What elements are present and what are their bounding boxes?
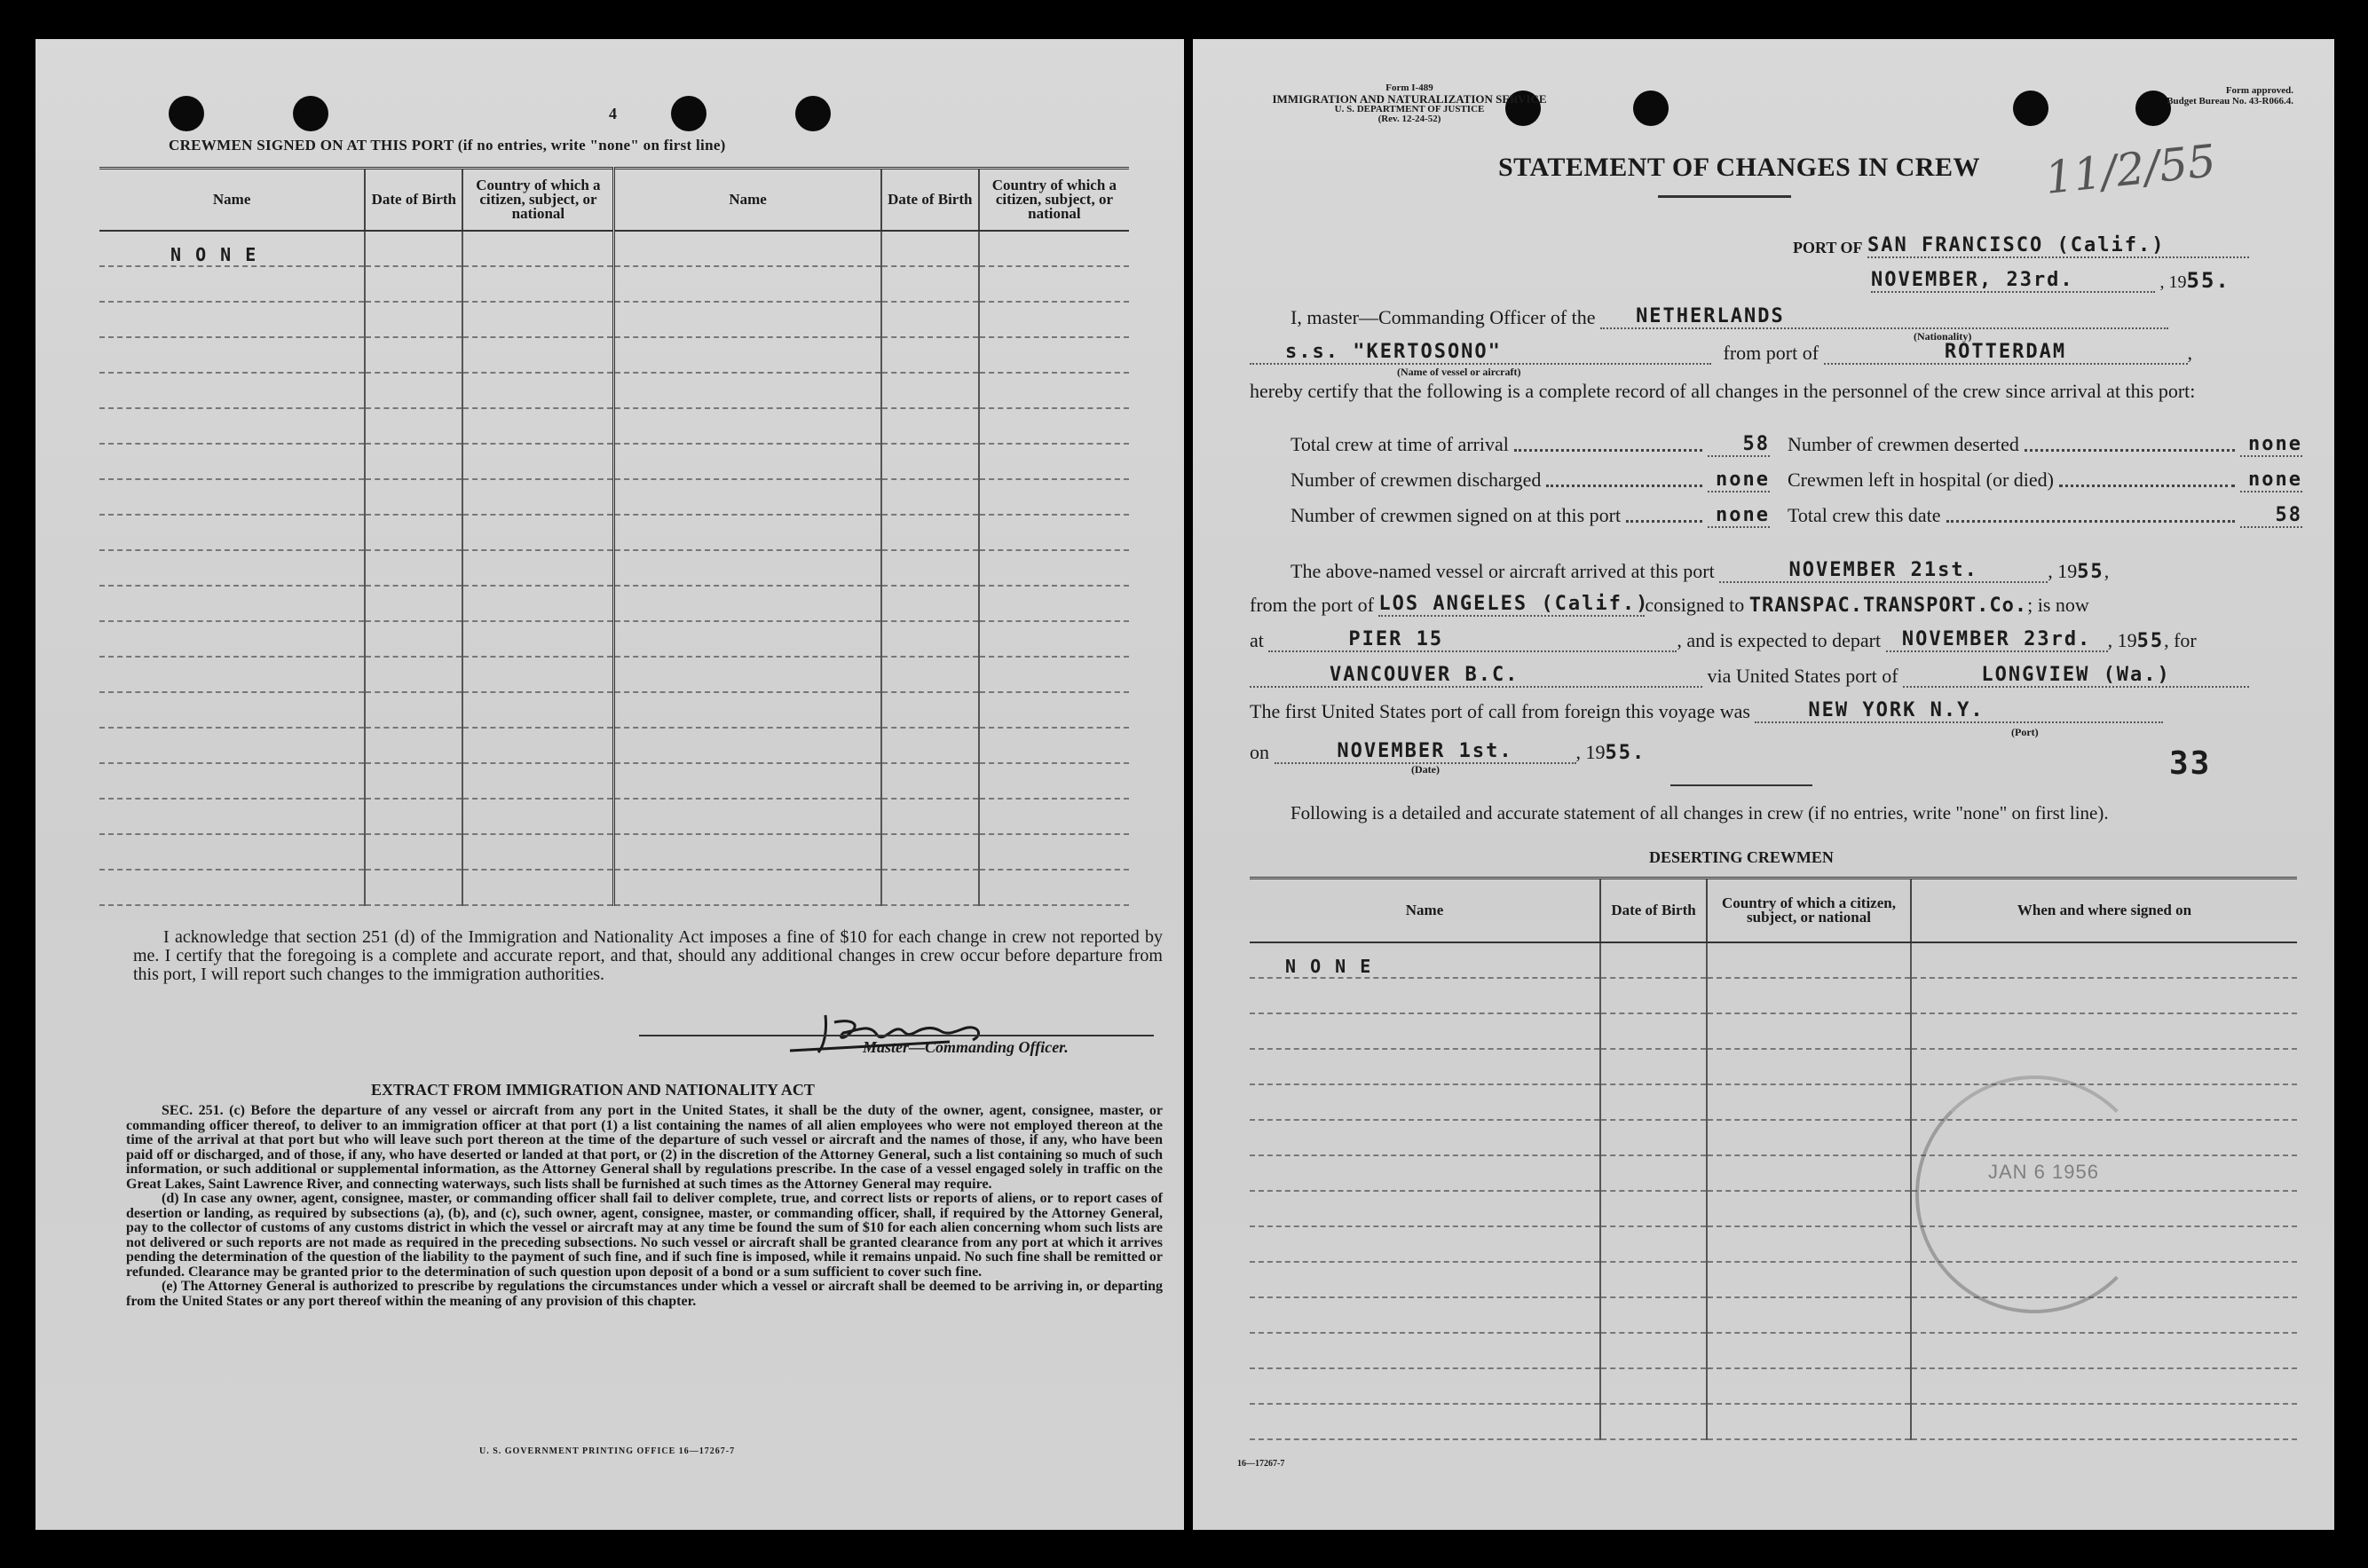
stamp-number: 33 — [2169, 745, 2212, 782]
table-cell — [1600, 1120, 1707, 1155]
date-row: NOVEMBER, 23rd. , 1955. — [1871, 268, 2230, 293]
stat-value: none — [2240, 433, 2302, 457]
first-entry: N O N E — [1250, 942, 1600, 978]
col-date-of-birth: Date of Birth — [365, 169, 462, 231]
table-cell — [99, 621, 365, 657]
col-when-where-signed: When and where signed on — [1911, 879, 2297, 942]
table-cell — [99, 870, 365, 905]
table-cell — [1600, 1084, 1707, 1120]
table-cell — [979, 231, 1129, 266]
stat-label: Total crew at time of arrival — [1291, 433, 1509, 455]
table-cell — [614, 479, 881, 515]
table-cell — [1600, 1333, 1707, 1368]
table-cell — [614, 444, 881, 479]
table-row — [99, 373, 1129, 408]
table-cell — [1707, 1333, 1911, 1368]
table-cell — [881, 337, 979, 373]
table-cell — [365, 373, 462, 408]
table-cell — [462, 515, 614, 550]
table-cell — [881, 692, 979, 728]
table-cell — [365, 763, 462, 799]
signature-line — [639, 1035, 1154, 1036]
table-cell — [614, 302, 881, 337]
table-cell — [1250, 1013, 1600, 1049]
table-cell — [99, 550, 365, 586]
table-cell — [979, 870, 1129, 905]
table-cell — [1600, 1226, 1707, 1262]
table-cell — [614, 728, 881, 763]
table-cell — [365, 479, 462, 515]
handwritten-date: 11/2/55 — [2042, 135, 2219, 204]
table-row — [99, 799, 1129, 834]
received-stamp — [1915, 1076, 2153, 1313]
table-cell — [365, 657, 462, 692]
on-year: 55. — [1605, 742, 1646, 764]
table-cell — [979, 799, 1129, 834]
table-row — [99, 515, 1129, 550]
form-header: Form I-489 IMMIGRATION AND NATURALIZATION SERVICE U. S. DEPARTMENT OF JUSTICE (Rev. 12-24-52) — [1272, 83, 1547, 124]
table-cell — [1600, 1155, 1707, 1191]
stat-row — [1788, 469, 2302, 492]
table-cell — [1911, 1333, 2297, 1368]
table-row — [99, 728, 1129, 763]
table-cell — [1911, 1297, 2297, 1333]
title-rule — [1658, 195, 1791, 198]
table-cell — [881, 834, 979, 870]
table-cell — [614, 337, 881, 373]
table-cell — [1250, 1368, 1600, 1404]
stat-row — [1291, 469, 1770, 492]
table-cell — [365, 728, 462, 763]
table-cell — [99, 373, 365, 408]
table-cell — [462, 728, 614, 763]
table-cell — [979, 657, 1129, 692]
table-cell — [881, 621, 979, 657]
table-cell — [881, 231, 979, 266]
first-port-value: NEW YORK N.Y. — [1755, 699, 2163, 723]
table-cell — [979, 621, 1129, 657]
on-value: NOVEMBER 1st. — [1275, 740, 1576, 764]
stat-value: none — [1708, 469, 1770, 492]
table-cell — [365, 515, 462, 550]
table-cell — [1250, 1084, 1600, 1120]
form-title: STATEMENT OF CHANGES IN CREW — [1498, 153, 1980, 182]
table-cell — [614, 834, 881, 870]
table-cell — [1707, 1404, 1911, 1439]
table-cell — [99, 692, 365, 728]
punch-hole — [795, 96, 831, 131]
table-cell — [1600, 1013, 1707, 1049]
col-country: Country of which a citizen, subject, or national — [1707, 879, 1911, 942]
page-number: 4 — [609, 105, 617, 122]
table-cell — [365, 337, 462, 373]
table-cell — [614, 870, 881, 905]
table-row — [99, 657, 1129, 692]
table-cell — [614, 231, 881, 266]
table-cell — [979, 515, 1129, 550]
table-cell — [99, 302, 365, 337]
table-cell — [979, 408, 1129, 444]
table-cell — [614, 692, 881, 728]
table-cell — [1250, 1297, 1600, 1333]
table-cell — [365, 266, 462, 302]
table-cell — [881, 728, 979, 763]
table-cell — [99, 728, 365, 763]
table-cell — [1707, 1155, 1911, 1191]
section-e-text: (e) The Attorney General is authorized to prescribe by regulations the circumstances under which a vessel or aircraft shall be deemed to be arriving in, or departing from the United States or any port thereof within the meaning of any provision of this chapter. — [126, 1279, 1163, 1309]
destination-value: VANCOUVER B.C. — [1250, 664, 1702, 688]
arrived-year: 55 — [2077, 561, 2104, 583]
table-row — [99, 621, 1129, 657]
table-cell — [881, 515, 979, 550]
table-cell — [365, 302, 462, 337]
deserting-title: DESERTING CREWMEN — [1649, 848, 1834, 866]
table-row — [99, 479, 1129, 515]
table-row — [99, 834, 1129, 870]
stamp-date: JAN 6 1956 — [1988, 1161, 2099, 1183]
table-cell — [462, 550, 614, 586]
table-cell — [979, 692, 1129, 728]
stat-label: Number of crewmen deserted — [1788, 433, 2019, 455]
table-cell — [1600, 1049, 1707, 1084]
first-port-row: The first United States port of call from foreign this voyage was NEW YORK N.Y. — [1250, 699, 2163, 723]
table-cell — [1911, 1049, 2297, 1084]
table-cell — [462, 692, 614, 728]
table-cell — [881, 799, 979, 834]
stat-row — [1788, 433, 2302, 457]
date-caption: (Date) — [1411, 763, 1440, 776]
table-cell — [365, 444, 462, 479]
table-cell — [1707, 1084, 1911, 1120]
table-row — [1250, 1297, 2297, 1333]
table-row — [99, 692, 1129, 728]
table-cell — [1250, 1155, 1600, 1191]
table-cell — [99, 799, 365, 834]
table-row — [99, 302, 1129, 337]
stat-label: Crewmen left in hospital (or died) — [1788, 469, 2054, 491]
table-cell — [881, 763, 979, 799]
table-cell — [462, 231, 614, 266]
table-row — [99, 550, 1129, 586]
table-cell — [99, 266, 365, 302]
stat-label: Number of crewmen signed on at this port — [1291, 504, 1622, 526]
table-cell — [1707, 1120, 1911, 1155]
handwritten-signature — [772, 997, 1038, 1068]
table-cell — [365, 870, 462, 905]
table-cell — [99, 586, 365, 621]
table-cell — [881, 373, 979, 408]
table-cell — [979, 444, 1129, 479]
table-cell — [462, 373, 614, 408]
table-row — [99, 266, 1129, 302]
table-cell — [881, 586, 979, 621]
table-cell — [1707, 1368, 1911, 1404]
table-cell — [1707, 942, 1911, 978]
table-cell — [99, 834, 365, 870]
table-cell — [1250, 1191, 1600, 1226]
section-c-text: SEC. 251. (c) Before the departure of any vessel or aircraft from any port in the United States, it shall be the duty of the owner, agent, consignee, master, or commanding officer thereof, to deliver to an immigration officer at that port (1) a list containing the names of all alien employees who were not employed thereon at the time of the arrival at that port but who will leave such port thereon at the time of the departure of such vessel or aircraft and the names of those, if any, who have been paid off or discharged, and of those, if any, who have deserted or landed at that port, or (2) in the discretion of the Attorney General, such a list containing so much of such information, or such additional or supplemental information, as the Attorney General shall by regulations prescribe. In the case of a vessel engaged solely in traffic on the Great Lakes, Saint Lawrence River, and connecting waterways, such lists shall be furnished at such times as the Attorney General may require. — [126, 1103, 1163, 1192]
table-cell — [979, 834, 1129, 870]
table-cell — [614, 657, 881, 692]
date-value: NOVEMBER, 23rd. — [1871, 269, 2155, 293]
table-cell — [1250, 978, 1600, 1013]
col-name: Name — [614, 169, 881, 231]
punch-hole — [671, 96, 706, 131]
table-cell — [881, 550, 979, 586]
table-row — [1250, 1262, 2297, 1297]
table-cell — [1911, 942, 2297, 978]
table-cell — [462, 870, 614, 905]
stat-row — [1291, 504, 1770, 528]
table-cell — [979, 763, 1129, 799]
consigned-value: TRANSPAC.TRANSPORT.Co. — [1748, 595, 2028, 617]
nationality-caption: (Nationality) — [1914, 330, 1972, 343]
table-cell — [614, 586, 881, 621]
table-cell — [979, 550, 1129, 586]
table-cell — [1911, 1013, 2297, 1049]
from-value: LOS ANGELES (Calif.) — [1378, 593, 1650, 615]
extract-title: EXTRACT FROM IMMIGRATION AND NATIONALITY ACT — [371, 1081, 815, 1099]
stat-label: Total crew this date — [1788, 504, 1941, 526]
table-cell — [462, 657, 614, 692]
table-cell — [881, 479, 979, 515]
table-cell — [462, 337, 614, 373]
table-cell — [365, 692, 462, 728]
certify-text: hereby certify that the following is a complete record of all changes in the personnel of the crew since arrival at this port: — [1250, 380, 2196, 402]
table-cell — [614, 799, 881, 834]
table-cell — [881, 302, 979, 337]
table-cell — [462, 586, 614, 621]
table-cell — [99, 515, 365, 550]
table-cell — [1707, 1226, 1911, 1262]
depart-value: NOVEMBER 23rd. — [1886, 628, 2108, 652]
table-cell — [979, 728, 1129, 763]
table-cell — [1600, 978, 1707, 1013]
table-cell — [1600, 1404, 1707, 1439]
table-cell — [462, 799, 614, 834]
table-cell — [1600, 1191, 1707, 1226]
col-country: Country of which a citizen, subject, or national — [979, 169, 1129, 231]
at-value: PIER 15 — [1268, 628, 1677, 652]
stat-value: none — [1708, 504, 1770, 528]
form-approval: Form approved. Budget Bureau No. 43-R066.4. — [2167, 85, 2293, 106]
destination-row: VANCOUVER B.C. via United States port of LONGVIEW (Wa.) — [1250, 664, 2249, 688]
act-extract — [126, 1104, 1163, 1309]
table-cell — [1707, 1262, 1911, 1297]
table-cell — [1707, 1013, 1911, 1049]
table-cell — [979, 586, 1129, 621]
col-name: Name — [1250, 879, 1600, 942]
table-cell — [614, 373, 881, 408]
crewmen-signed-on-title: CREWMEN SIGNED ON AT THIS PORT (if no entries, write "none" on first line) — [169, 137, 726, 154]
table-cell — [462, 621, 614, 657]
table-cell — [1911, 1368, 2297, 1404]
table-cell — [1250, 1262, 1600, 1297]
stat-value: 58 — [2240, 504, 2302, 528]
port-row: PORT OF SAN FRANCISCO (Calif.) — [1793, 234, 2249, 258]
table-cell — [365, 550, 462, 586]
table-cell — [881, 657, 979, 692]
table-cell — [99, 763, 365, 799]
punch-hole — [169, 96, 204, 131]
table-cell — [1250, 1049, 1600, 1084]
table-cell — [1911, 1404, 2297, 1439]
table-row — [99, 763, 1129, 799]
table-cell — [1600, 1262, 1707, 1297]
table-row — [1250, 1333, 2297, 1368]
table-row — [1250, 942, 2297, 978]
table-cell — [1707, 1191, 1911, 1226]
col-name: Name — [99, 169, 365, 231]
footer-code: 16—17267-7 — [1237, 1459, 1285, 1469]
vessel-caption: (Name of vessel or aircraft) — [1397, 366, 1521, 378]
on-row: on NOVEMBER 1st. , 1955. — [1250, 740, 1646, 764]
table-row — [99, 870, 1129, 905]
table-cell — [881, 408, 979, 444]
port-caption: (Port) — [2011, 726, 2039, 738]
table-cell — [462, 408, 614, 444]
table-cell — [1707, 978, 1911, 1013]
table-cell — [979, 302, 1129, 337]
table-cell — [1250, 1226, 1600, 1262]
table-cell — [614, 408, 881, 444]
nationality-value: NETHERLANDS — [1600, 305, 2168, 329]
stat-row — [1788, 504, 2302, 528]
arrived-row: The above-named vessel or aircraft arrived at this port NOVEMBER 21st. , 1955, — [1291, 559, 2110, 583]
punch-hole — [293, 96, 328, 131]
table-cell — [881, 870, 979, 905]
table-cell — [979, 373, 1129, 408]
table-cell — [99, 479, 365, 515]
table-row — [1250, 1084, 2297, 1120]
table-cell — [979, 337, 1129, 373]
from-row: from the port of LOS ANGELES (Calif.)consigned to TRANSPAC.TRANSPORT.Co.; is now — [1250, 593, 2089, 617]
signature-caption: Master—Commanding Officer. — [863, 1038, 1069, 1056]
table-cell — [1600, 1368, 1707, 1404]
table-cell — [1250, 1333, 1600, 1368]
stat-label: Number of crewmen discharged — [1291, 469, 1542, 491]
certify-row: I, master—Commanding Officer of the NETHERLANDS — [1291, 305, 2168, 329]
table-cell — [1250, 1120, 1600, 1155]
table-cell — [614, 515, 881, 550]
depart-year: 55 — [2136, 630, 2165, 652]
table-cell — [99, 444, 365, 479]
table-row — [99, 586, 1129, 621]
table-cell — [365, 586, 462, 621]
table-cell — [881, 266, 979, 302]
right-page — [1193, 39, 2334, 1530]
crewmen-signed-on-table — [99, 167, 1129, 906]
table-cell — [462, 444, 614, 479]
arrived-value: NOVEMBER 21st. — [1719, 559, 2048, 583]
table-cell — [1911, 978, 2297, 1013]
table-cell — [462, 763, 614, 799]
table-row — [1250, 1049, 2297, 1084]
from-port-value: ROTTERDAM — [1824, 341, 2188, 365]
vessel-value: s.s. "KERTOSONO" — [1250, 341, 1711, 365]
table-cell — [881, 444, 979, 479]
table-row — [1250, 978, 2297, 1013]
table-cell — [462, 479, 614, 515]
table-cell — [365, 231, 462, 266]
following-text: Following is a detailed and accurate statement of all changes in crew (if no entries, write "none" on first line). — [1291, 802, 2109, 823]
table-cell — [979, 266, 1129, 302]
table-cell — [365, 799, 462, 834]
table-cell — [614, 621, 881, 657]
table-cell — [1250, 1404, 1600, 1439]
stat-value: none — [2240, 469, 2302, 492]
section-d-text: (d) In case any owner, agent, consignee, master, or commanding officer shall fail to deliver complete, true, and correct lists or reports of aliens, or to report cases of desertion or landing, as required by subsections (a), (b), and (c), such owner, agent, consignee, master, or commanding officer, shall, if required by the Attorney General, pay to the collector of customs of any customs district in which the vessel or aircraft may at any time be found the sum of $10 for each alien concerning whom such lists are not delivered or such reports are not made as required in the preceding subsections. No such vessel or aircraft shall be granted clearance from any port at which it arrives pending the determination of the question of the liability to the payment of such fine, and if such fine is imposed, while it remains unpaid. No such fine shall be remitted or refunded. Clearance may be granted prior to the determination of such question upon deposit of a bond or a sum sufficient to cover such fine. — [126, 1191, 1163, 1280]
table-cell — [365, 834, 462, 870]
via-value: LONGVIEW (Wa.) — [1903, 664, 2249, 688]
table-row — [99, 408, 1129, 444]
table-cell — [614, 550, 881, 586]
table-row — [99, 231, 1129, 266]
table-cell — [462, 266, 614, 302]
table-cell — [462, 834, 614, 870]
table-row — [1250, 1013, 2297, 1049]
col-date-of-birth: Date of Birth — [881, 169, 979, 231]
punch-hole — [1633, 91, 1669, 126]
col-date-of-birth: Date of Birth — [1600, 879, 1707, 942]
table-row — [99, 337, 1129, 373]
printing-office: U. S. GOVERNMENT PRINTING OFFICE 16—17267-7 — [479, 1446, 736, 1456]
table-cell — [614, 763, 881, 799]
table-cell — [1600, 1297, 1707, 1333]
table-row — [99, 444, 1129, 479]
vessel-row: s.s. "KERTOSONO" from port of ROTTERDAM , — [1250, 341, 2192, 365]
at-row: at PIER 15 , and is expected to depart NOVEMBER 23rd. , 1955, for — [1250, 628, 2197, 652]
table-row — [1250, 1404, 2297, 1439]
table-cell — [1707, 1049, 1911, 1084]
table-cell — [614, 266, 881, 302]
short-rule — [1670, 784, 1812, 786]
table-cell — [1600, 942, 1707, 978]
left-page — [36, 39, 1184, 1530]
stat-row — [1291, 433, 1770, 457]
table-cell — [462, 302, 614, 337]
table-cell — [365, 621, 462, 657]
table-cell — [979, 479, 1129, 515]
acknowledgement-text: I acknowledge that section 251 (d) of the Immigration and Nationality Act imposes a fine of $10 for each change in crew not reported by me. I certify that the foregoing is a complete and accurate report, and that, should any additional changes in crew occur before departure from this port, I will report such changes to the immigration authorities. — [133, 927, 1163, 984]
table-cell — [99, 337, 365, 373]
stat-value: 58 — [1708, 433, 1770, 457]
first-entry: N O N E — [99, 231, 365, 266]
table-cell — [1707, 1297, 1911, 1333]
table-row — [1250, 1368, 2297, 1404]
col-country: Country of which a citizen, subject, or national — [462, 169, 614, 231]
table-cell — [99, 408, 365, 444]
table-cell — [99, 657, 365, 692]
port-value: SAN FRANCISCO (Calif.) — [1867, 234, 2249, 258]
date-year: 55. — [2186, 268, 2230, 293]
table-cell — [365, 408, 462, 444]
